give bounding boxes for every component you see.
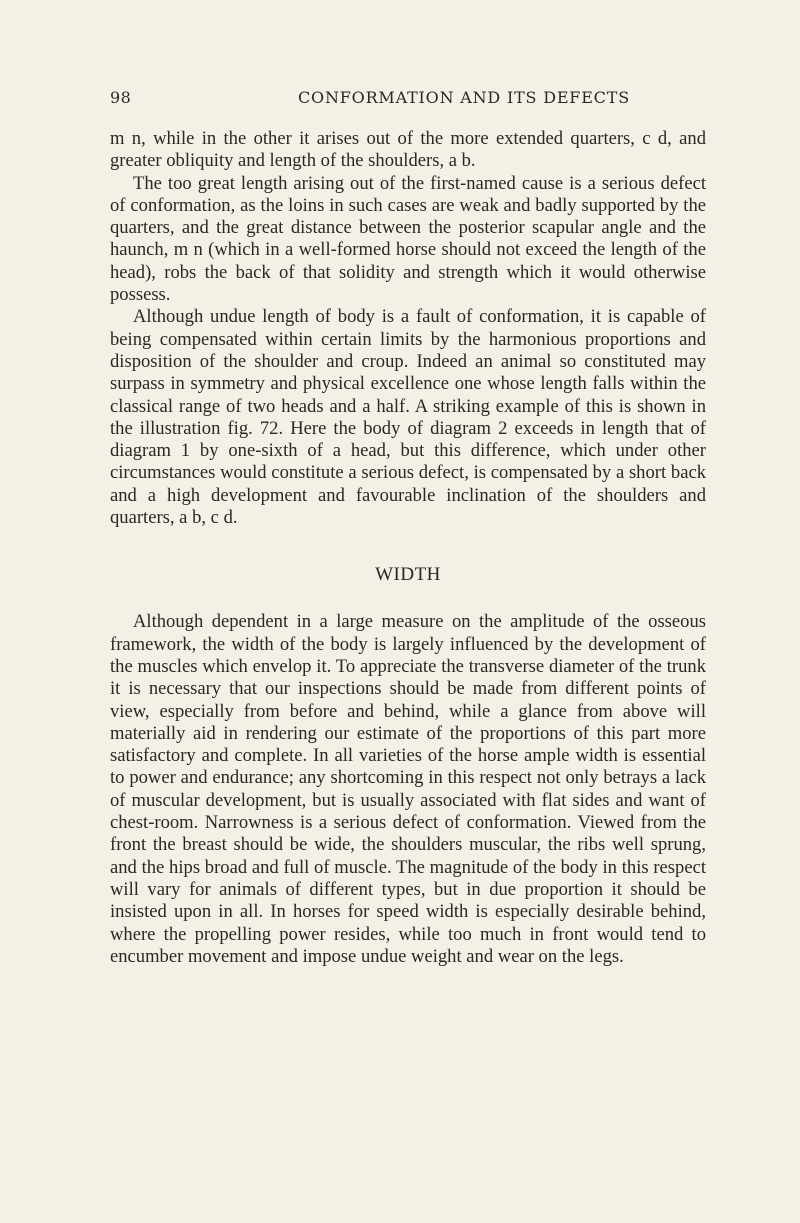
body-text [110, 128, 706, 968]
page-number: 98 [110, 88, 132, 107]
paragraph-continued: m n, while in the other it arises out of the more extended quarters, c d, and greater obliquity and length of the shoulders, a b. [110, 128, 706, 172]
paragraph-length-defect: The too great length arising out of the first-named cause is a serious defect of conformation, as the loins in such cases are weak and badly supported by the quarters, and the great distance between the posterior scapular angle and the haunch, m n (which in a well-formed horse should not exceed the length of the head), robs the back of that solidity and strength which it would otherwise possess. [110, 172, 706, 306]
running-head [110, 88, 706, 110]
section-heading-width: WIDTH [375, 564, 441, 586]
running-title: CONFORMATION AND ITS DEFECTS [298, 88, 630, 107]
paragraph-width: Although dependent in a large measure on the amplitude of the osseous framework, the width of the body is largely influenced by the development of the muscles which envelop it. To appreciate the transverse diameter of the trunk it is necessary that our inspections should be made from different points of view, especially from before and behind, while a glance from above will materially aid in rendering our estimate of the proportions of this part more satisfactory and complete. In all varieties of the horse ample width is essential to power and endurance; any shortcoming in this respect not only betrays a lack of muscular development, but is usually associated with flat sides and want of chest-room. Narrowness is a serious defect of conformation. Viewed from the front the breast should be wide, the shoulders muscular, the ribs well sprung, and the hips broad and full of muscle. The magnitude of the body in this respect will vary for animals of different types, but in due proportion it should be insisted upon in all. In horses for speed width is especially desirable behind, where the propelling power resides, while too much in front would tend to encumber movement and impose undue weight and wear on the legs. [110, 611, 706, 967]
paragraph-compensation: Although undue length of body is a fault of conformation, it is capable of being compensated within certain limits by the harmonious proportions and disposition of the shoulder and croup. Indeed an animal so constituted may surpass in symmetry and physical excellence one whose length falls within the classical range of two heads and a half. A striking example of this is shown in the illustration fig. 72. Here the body of diagram 2 exceeds in length that of diagram 1 by one-sixth of a head, but this difference, which under other circumstances would constitute a serious defect, is compensated by a short back and a high development and favourable inclination of the shoulders and quarters, a b, c d. [110, 306, 706, 529]
